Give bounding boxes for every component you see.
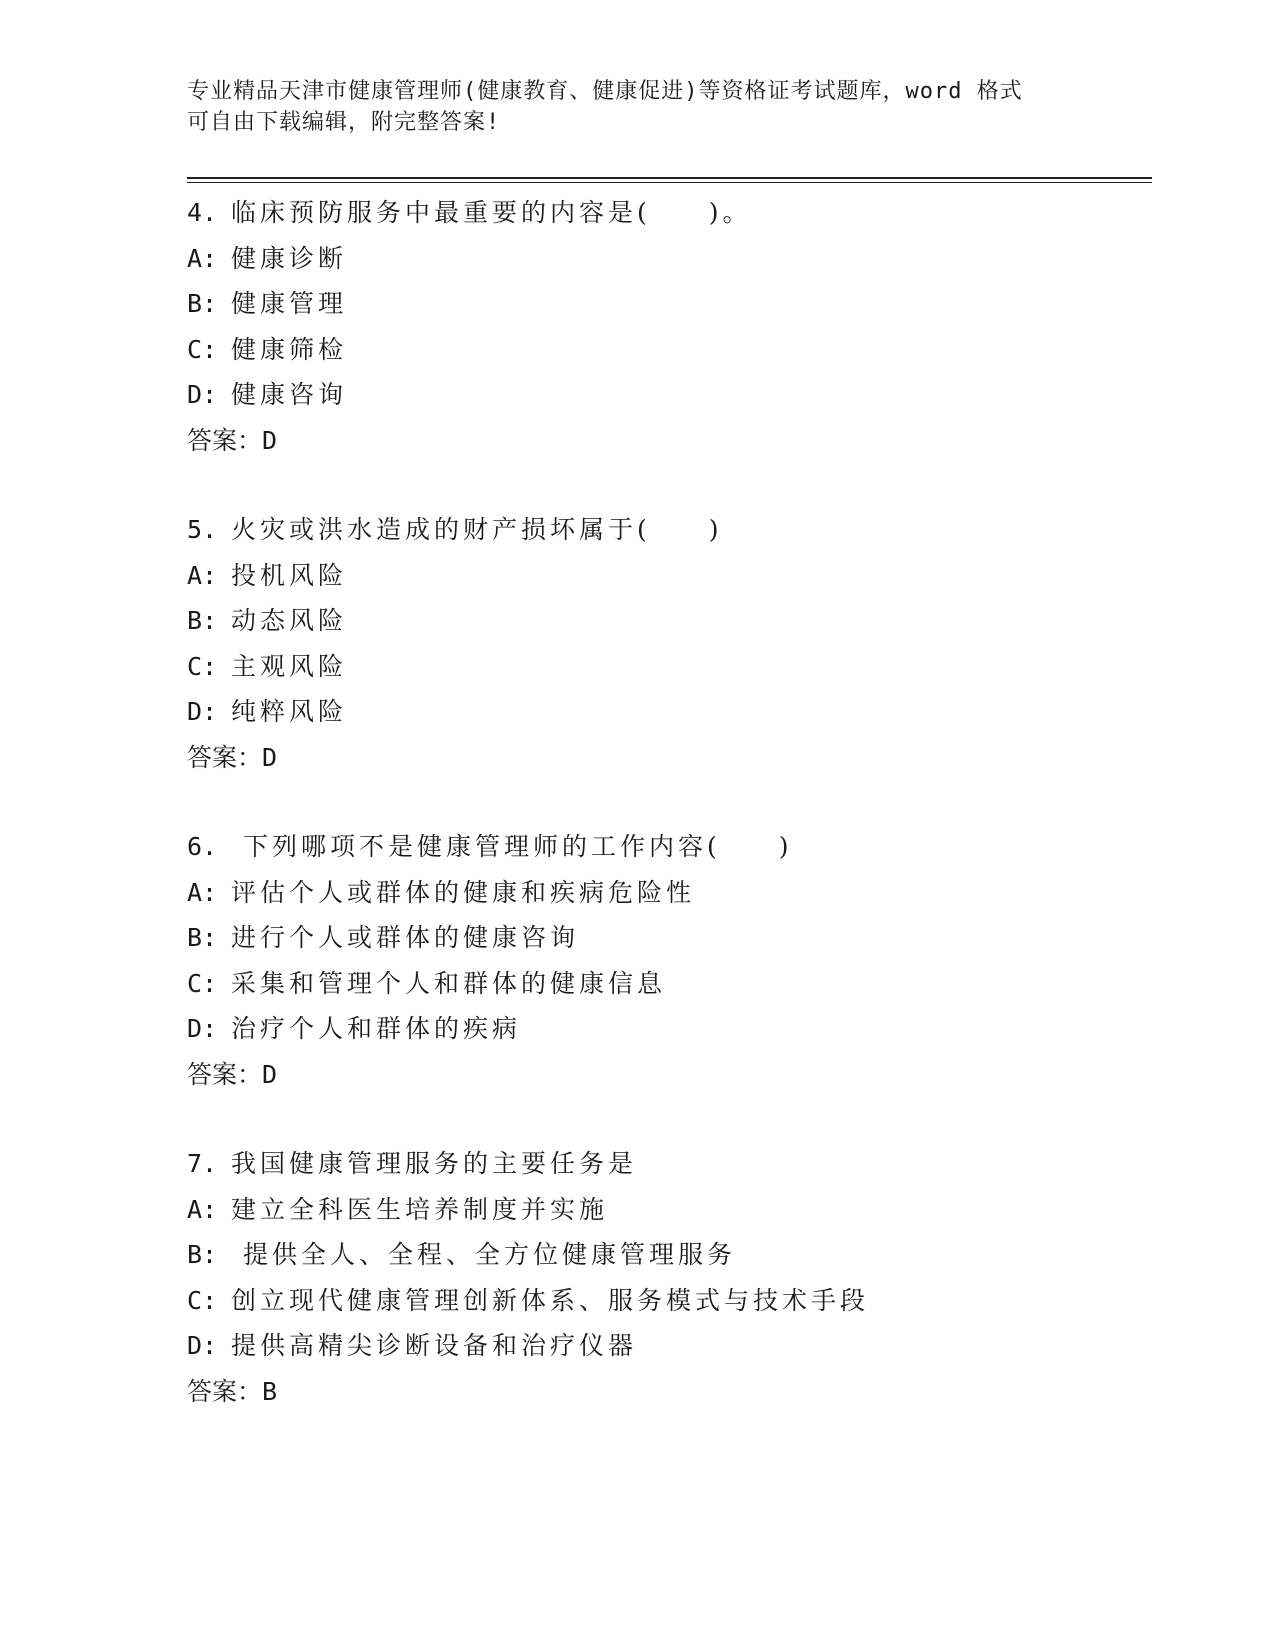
answer-line <box>187 418 1147 464</box>
option-a <box>187 1187 1147 1233</box>
option-key: C: <box>187 651 218 681</box>
option-key: B: <box>187 1240 218 1269</box>
option-b <box>187 1232 1147 1278</box>
question-text: 我国健康管理服务的主要任务是 <box>231 1149 638 1178</box>
option-a <box>187 236 1147 282</box>
question-number: 4. <box>187 198 218 227</box>
answer-label: 答案： <box>187 1059 263 1089</box>
option-key: B: <box>187 289 218 318</box>
question-text: 下列哪项不是健康管理师的工作内容( ) <box>231 832 793 861</box>
option-text: 主观风险 <box>231 651 348 681</box>
option-d <box>187 689 1147 735</box>
question-stem <box>187 507 1147 553</box>
option-b <box>187 598 1147 644</box>
option-text: 治疗个人和群体的疾病 <box>231 1014 522 1043</box>
question-7 <box>187 1141 1147 1414</box>
answer-value: B <box>262 1376 278 1406</box>
option-b <box>187 281 1147 327</box>
option-text: 建立全科医生培养制度并实施 <box>231 1194 609 1224</box>
question-stem <box>187 190 1147 236</box>
option-d <box>187 372 1147 418</box>
option-text: 健康筛检 <box>231 334 348 364</box>
option-key: D: <box>187 380 218 409</box>
option-text: 提供高精尖诊断设备和治疗仪器 <box>231 1331 638 1360</box>
question-stem <box>187 1141 1147 1187</box>
option-key: C: <box>187 968 218 998</box>
option-text: 提供全人、全程、全方位健康管理服务 <box>231 1240 736 1269</box>
option-c <box>187 961 1147 1007</box>
question-number: 7. <box>187 1149 218 1178</box>
option-key: C: <box>187 334 218 364</box>
question-text: 火灾或洪水造成的财产损坏属于( ) <box>231 515 723 544</box>
option-key: B: <box>187 606 218 635</box>
option-key: C: <box>187 1285 218 1315</box>
option-c <box>187 644 1147 690</box>
question-5 <box>187 507 1147 780</box>
option-text: 健康诊断 <box>231 243 348 273</box>
option-c <box>187 327 1147 373</box>
answer-line <box>187 735 1147 781</box>
answer-label: 答案： <box>187 742 263 772</box>
question-number: 5. <box>187 515 218 544</box>
option-d <box>187 1323 1147 1369</box>
question-list <box>187 190 1147 1458</box>
option-a <box>187 553 1147 599</box>
answer-value: D <box>262 742 278 772</box>
option-d <box>187 1006 1147 1052</box>
question-6 <box>187 824 1147 1097</box>
header-line-1: 专业精品天津市健康管理师(健康教育、健康促进)等资格证考试题库，word 格式 <box>187 79 1023 104</box>
option-text: 采集和管理个人和群体的健康信息 <box>231 968 667 998</box>
option-b <box>187 915 1147 961</box>
header-divider-thick <box>187 177 1152 179</box>
option-key: A: <box>187 1194 218 1224</box>
option-key: D: <box>187 1331 218 1360</box>
answer-label: 答案： <box>187 425 263 455</box>
option-key: A: <box>187 243 218 273</box>
option-text: 评估个人或群体的健康和疾病危险性 <box>231 877 696 907</box>
answer-line <box>187 1052 1147 1098</box>
header-line-2: 可自由下载编辑，附完整答案! <box>187 110 501 135</box>
option-text: 健康管理 <box>231 289 348 318</box>
answer-label: 答案： <box>187 1376 263 1406</box>
answer-line <box>187 1369 1147 1415</box>
question-number: 6. <box>187 832 218 861</box>
option-key: D: <box>187 697 218 726</box>
option-key: A: <box>187 877 218 907</box>
option-text: 投机风险 <box>231 560 348 590</box>
header-divider-thin <box>187 182 1152 183</box>
option-c <box>187 1278 1147 1324</box>
answer-value: D <box>262 1059 278 1089</box>
question-text: 临床预防服务中最重要的内容是( )。 <box>231 198 752 227</box>
option-key: A: <box>187 560 218 590</box>
answer-value: D <box>262 425 278 455</box>
option-text: 动态风险 <box>231 606 348 635</box>
document-header <box>187 76 1067 138</box>
option-key: B: <box>187 923 218 952</box>
question-4 <box>187 190 1147 463</box>
option-key: D: <box>187 1014 218 1043</box>
option-text: 健康咨询 <box>231 380 348 409</box>
option-text: 进行个人或群体的健康咨询 <box>231 923 580 952</box>
option-a <box>187 870 1147 916</box>
option-text: 创立现代健康管理创新体系、服务模式与技术手段 <box>231 1285 870 1315</box>
option-text: 纯粹风险 <box>231 697 348 726</box>
question-stem <box>187 824 1147 870</box>
